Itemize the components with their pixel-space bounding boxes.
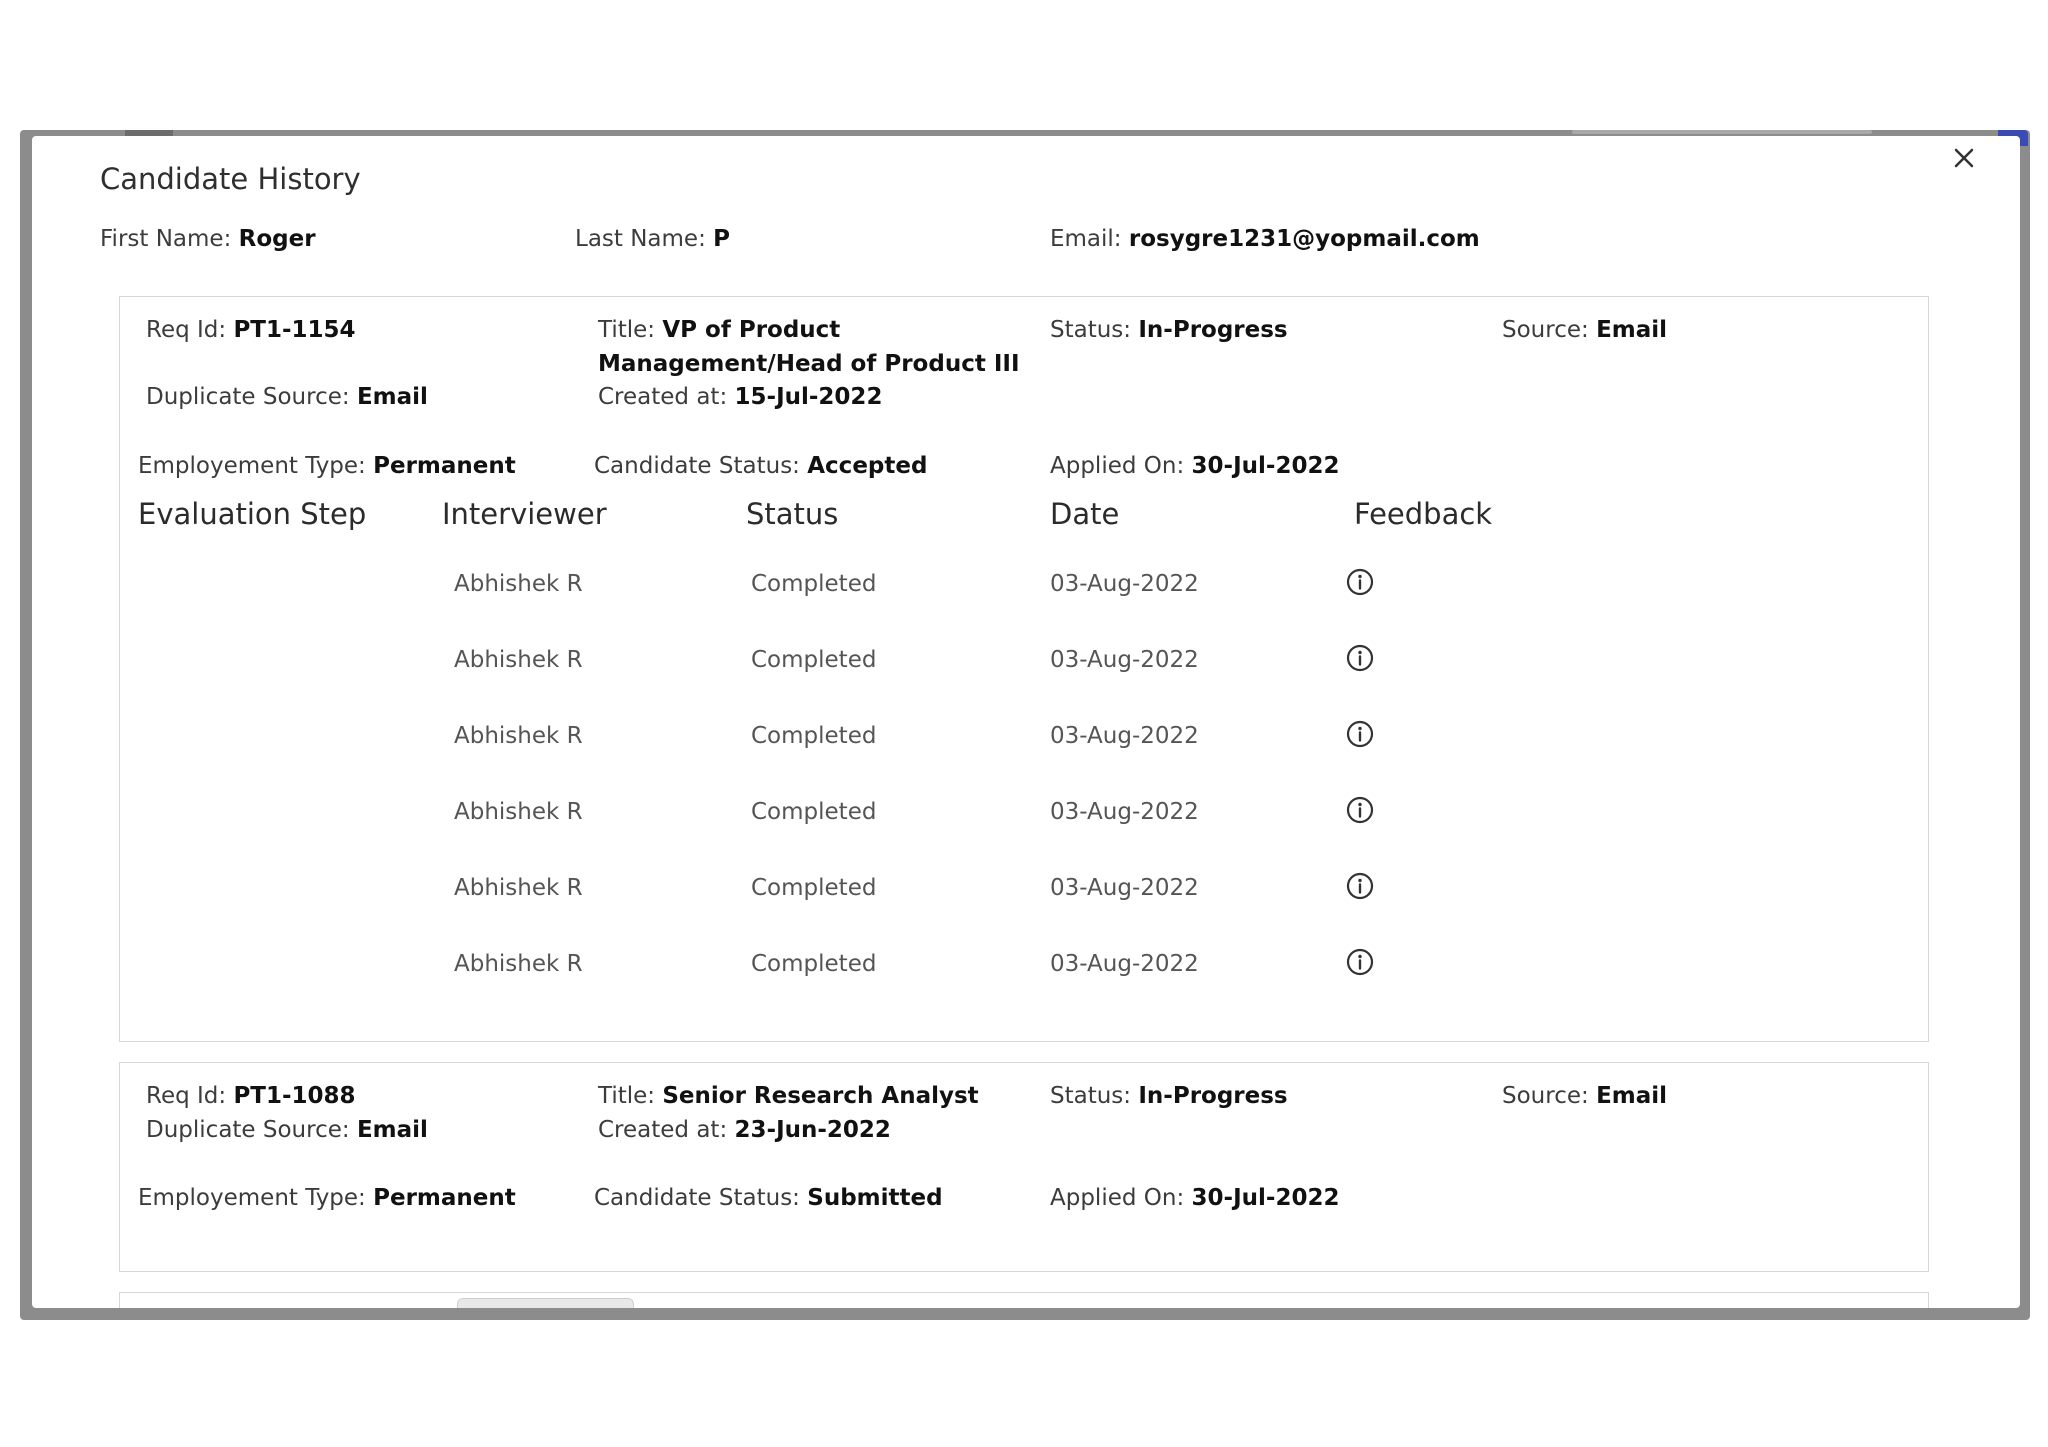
header-evaluation-step: Evaluation Step xyxy=(138,497,367,531)
req-id-value: PT1-1154 xyxy=(233,317,356,343)
status-value: In-Progress xyxy=(1138,317,1288,343)
duplicate-source-field xyxy=(146,380,428,414)
row-3-interviewer: Abhishek R xyxy=(454,723,583,749)
header-date: Date xyxy=(1050,497,1120,531)
created-at-field xyxy=(598,1113,891,1147)
row-1-date: 03-Aug-2022 xyxy=(1050,571,1199,597)
row-5-status: Completed xyxy=(751,875,877,901)
source-field xyxy=(1502,1079,1667,1113)
employment-type-value: Permanent xyxy=(373,1185,516,1211)
source-value: Email xyxy=(1596,1083,1668,1109)
created-at-value: 15-Jul-2022 xyxy=(734,384,883,410)
created-at-value: 23-Jun-2022 xyxy=(734,1117,891,1143)
status-field xyxy=(1050,1079,1288,1113)
created-at-label: Created at: xyxy=(598,1117,728,1143)
req-id-label: Req Id: xyxy=(146,1083,227,1109)
source-field xyxy=(1502,313,1667,347)
duplicate-source-value: Email xyxy=(356,1117,428,1143)
row-3-status: Completed xyxy=(751,723,877,749)
partial-tab[interactable] xyxy=(457,1298,634,1308)
employment-type-label: Employement Type: xyxy=(138,453,366,479)
row-5-date: 03-Aug-2022 xyxy=(1050,875,1199,901)
title-value-line1: VP of Product xyxy=(662,317,841,343)
title-label: Title: xyxy=(598,317,656,343)
req-id-value: PT1-1088 xyxy=(233,1083,356,1109)
applied-on-field xyxy=(1050,449,1339,483)
close-button[interactable] xyxy=(1942,136,1986,180)
candidate-history-modal xyxy=(32,136,2020,1308)
row-6-date: 03-Aug-2022 xyxy=(1050,951,1199,977)
status-value: In-Progress xyxy=(1138,1083,1288,1109)
email-field xyxy=(1050,226,1480,252)
candidate-status-field xyxy=(594,1181,943,1215)
application-card-1 xyxy=(119,296,1929,1042)
applied-on-value: 30-Jul-2022 xyxy=(1191,1185,1340,1211)
application-card-2 xyxy=(119,1062,1929,1272)
row-4-date: 03-Aug-2022 xyxy=(1050,799,1199,825)
source-label: Source: xyxy=(1502,317,1589,343)
row-2-date: 03-Aug-2022 xyxy=(1050,647,1199,673)
candidate-status-field xyxy=(594,449,927,483)
req-id-field xyxy=(146,313,356,347)
duplicate-source-field xyxy=(146,1113,428,1147)
status-field xyxy=(1050,313,1288,347)
created-at-field xyxy=(598,380,882,414)
row-6-status: Completed xyxy=(751,951,877,977)
applied-on-value: 30-Jul-2022 xyxy=(1191,453,1340,479)
header-feedback: Feedback xyxy=(1354,497,1493,531)
last-name-field xyxy=(575,226,730,252)
employment-type-label: Employement Type: xyxy=(138,1185,366,1211)
req-id-label: Req Id: xyxy=(146,317,227,343)
source-label: Source: xyxy=(1502,1083,1589,1109)
candidate-status-label: Candidate Status: xyxy=(594,1185,800,1211)
info-icon[interactable] xyxy=(1345,719,1375,749)
candidate-status-value: Accepted xyxy=(807,453,928,479)
info-icon[interactable] xyxy=(1345,643,1375,673)
last-name-label: Last Name: xyxy=(575,226,706,252)
row-4-interviewer: Abhishek R xyxy=(454,799,583,825)
title-value-line2: Management/Head of Product III xyxy=(598,351,1020,377)
backdrop-search-fragment xyxy=(1572,130,1872,134)
created-at-label: Created at: xyxy=(598,384,728,410)
row-2-interviewer: Abhishek R xyxy=(454,647,583,673)
status-label: Status: xyxy=(1050,317,1132,343)
employment-type-field xyxy=(138,1181,516,1215)
row-1-status: Completed xyxy=(751,571,877,597)
header-interviewer: Interviewer xyxy=(442,497,607,531)
first-name-field xyxy=(100,226,316,252)
employment-type-value: Permanent xyxy=(373,453,516,479)
duplicate-source-label: Duplicate Source: xyxy=(146,1117,350,1143)
close-icon xyxy=(1953,147,1975,169)
info-icon[interactable] xyxy=(1345,567,1375,597)
applied-on-label: Applied On: xyxy=(1050,1185,1185,1211)
applied-on-label: Applied On: xyxy=(1050,453,1185,479)
employment-type-field xyxy=(138,449,516,483)
modal-title: Candidate History xyxy=(100,162,361,196)
last-name-value: P xyxy=(713,226,730,252)
info-icon[interactable] xyxy=(1345,947,1375,977)
duplicate-source-value: Email xyxy=(356,384,428,410)
duplicate-source-label: Duplicate Source: xyxy=(146,384,350,410)
row-3-date: 03-Aug-2022 xyxy=(1050,723,1199,749)
first-name-value: Roger xyxy=(238,226,316,252)
candidate-status-label: Candidate Status: xyxy=(594,453,800,479)
row-6-interviewer: Abhishek R xyxy=(454,951,583,977)
title-label: Title: xyxy=(598,1083,656,1109)
header-status: Status xyxy=(746,497,839,531)
candidate-status-value: Submitted xyxy=(807,1185,943,1211)
row-5-interviewer: Abhishek R xyxy=(454,875,583,901)
info-icon[interactable] xyxy=(1345,871,1375,901)
email-label: Email: xyxy=(1050,226,1122,252)
application-card-3-partial xyxy=(119,1292,1929,1308)
email-value: rosygre1231@yopmail.com xyxy=(1128,226,1480,252)
row-2-status: Completed xyxy=(751,647,877,673)
info-icon[interactable] xyxy=(1345,795,1375,825)
row-1-interviewer: Abhishek R xyxy=(454,571,583,597)
first-name-label: First Name: xyxy=(100,226,232,252)
applied-on-field xyxy=(1050,1181,1339,1215)
title-value: Senior Research Analyst xyxy=(662,1083,979,1109)
title-field xyxy=(598,313,1020,381)
title-field xyxy=(598,1079,979,1113)
row-4-status: Completed xyxy=(751,799,877,825)
source-value: Email xyxy=(1596,317,1668,343)
req-id-field xyxy=(146,1079,356,1113)
status-label: Status: xyxy=(1050,1083,1132,1109)
